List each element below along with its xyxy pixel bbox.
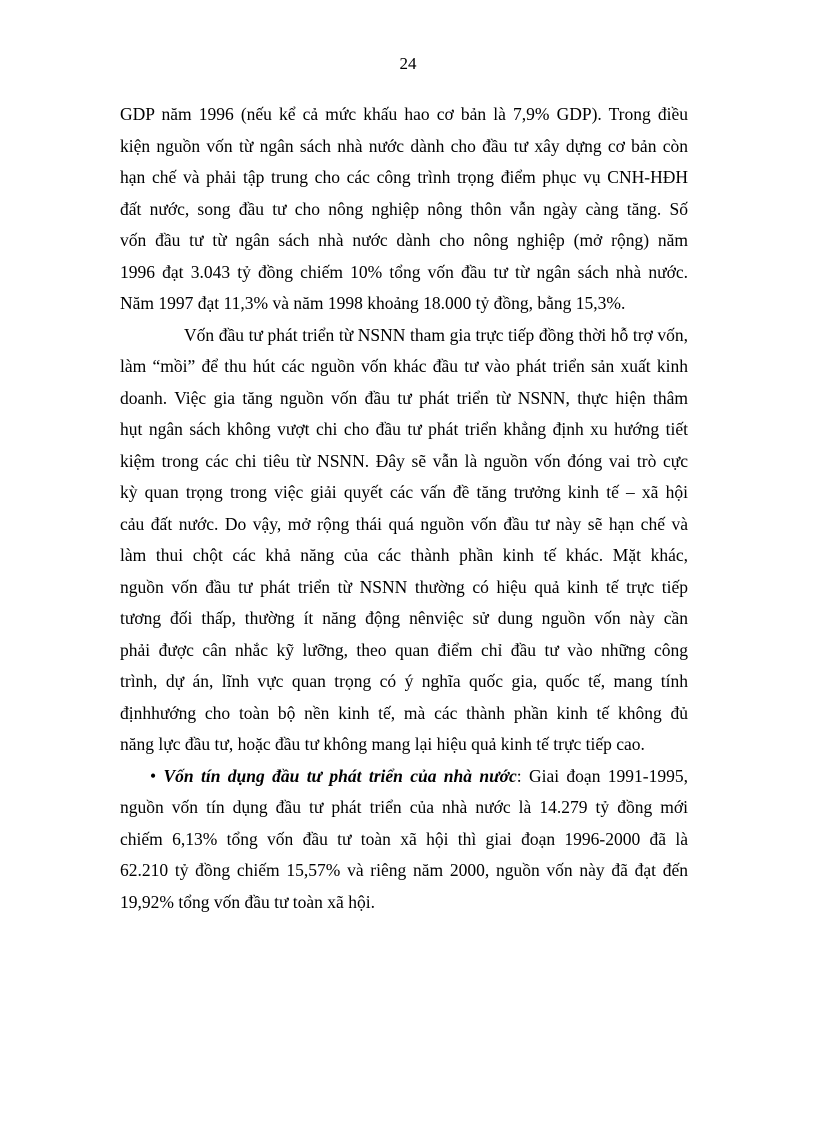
paragraph-3	[120, 761, 688, 919]
text-line: năng lực đầu tư, hoặc đầu tư không mang lại hiệu quả kinh tế trực tiếp cao.	[120, 734, 645, 754]
text-line: GDP năm 1996 (nếu kể cả mức khấu hao cơ bản là 7,9% GDP). Trong điều	[120, 104, 688, 124]
text-line: Năm 1997 đạt 11,3% và năm 1998 khoảng 18.000 tỷ đồng, bằng 15,3%.	[120, 293, 626, 313]
text-line: nguồn vốn đầu tư phát triển từ NSNN thường có hiệu quả kinh tế trực tiếp	[120, 576, 688, 597]
paragraph-1	[120, 99, 688, 320]
bullet-heading-line	[120, 761, 688, 793]
text-line: kiệm trong các chi tiêu từ NSNN. Đây sẽ vẫn là nguồn vốn đóng vai trò cực	[120, 450, 688, 471]
text-run: : Giai đoạn 1991-1995,	[516, 765, 688, 786]
text-line: nguồn vốn tín dụng đầu tư phát triển của nhà nước là 14.279 tỷ đồng mới	[120, 797, 688, 817]
text-line: làm “mồi” để thu hút các nguồn vốn khác đầu tư vào phát triển sản xuất kinh	[120, 356, 688, 376]
text-line: cảu đất nước. Do vậy, mở rộng thái quá nguồn vốn đầu tư này sẽ hạn chế và	[120, 513, 688, 534]
text-line: vốn đầu tư từ ngân sách nhà nước dành cho nông nghiệp (mở rộng) năm	[120, 230, 688, 250]
text-line: phải được cân nhắc kỹ lưỡng, theo quan điểm chỉ đầu tư vào những công	[120, 639, 688, 660]
text-line: 19,92% tổng vốn đầu tư toàn xã hội.	[120, 891, 375, 912]
text-line: làm thui chột các khả năng của các thành phần kinh tế khác. Mặt khác,	[120, 545, 688, 565]
text-line: hạn chế và phải tập trung cho các công trình trọng điểm phục vụ CNH-HĐH	[120, 167, 688, 187]
text-line: địnhhướng cho toàn bộ nền kinh tế, mà các thành phần kinh tế không đủ	[120, 702, 688, 723]
text-line: kỳ quan trọng trong việc giải quyết các vấn đề tăng trưởng kinh tế – xã hội	[120, 482, 688, 502]
page-number: 24	[399, 54, 417, 73]
section-heading: Vốn tín dụng đầu tư phát triển của nhà nước	[163, 765, 517, 786]
text-line: tương đối thấp, thường ít năng động nênviệc sử dung nguồn vốn này cần	[120, 608, 688, 628]
text-line: doanh. Việc gia tăng nguồn vốn đầu tư phát triển từ NSNN, thực hiện thâm	[120, 387, 688, 408]
text-line: chiếm 6,13% tổng vốn đầu tư toàn xã hội thì giai đoạn 1996-2000 đã là	[120, 828, 688, 849]
document-body	[120, 99, 688, 918]
text-line: đất nước, song đầu tư cho nông nghiệp nông thôn vẫn ngày càng tăng. Số	[120, 198, 688, 219]
text-line: 1996 đạt 3.043 tỷ đồng chiếm 10% tổng vốn đầu tư từ ngân sách nhà nước.	[120, 261, 688, 282]
text-line: Vốn đầu tư phát triển từ NSNN tham gia trực tiếp đồng thời hỗ trợ vốn,	[184, 324, 688, 345]
text-line: trình, dự án, lĩnh vực quan trọng có ý nghĩa quốc gia, quốc tế, mang tính	[120, 671, 688, 691]
text-line: kiện nguồn vốn từ ngân sách nhà nước dành cho đầu tư xây dựng cơ bản còn	[120, 135, 688, 156]
text-line: hụt ngân sách không vượt chi cho đầu tư phát triển khẳng định xu hướng tiết	[120, 419, 688, 439]
paragraph-2	[120, 320, 688, 761]
bullet-icon: •	[150, 765, 157, 786]
text-line: 62.210 tỷ đồng chiếm 15,57% và riêng năm 2000, nguồn vốn này đã đạt đến	[120, 860, 688, 880]
